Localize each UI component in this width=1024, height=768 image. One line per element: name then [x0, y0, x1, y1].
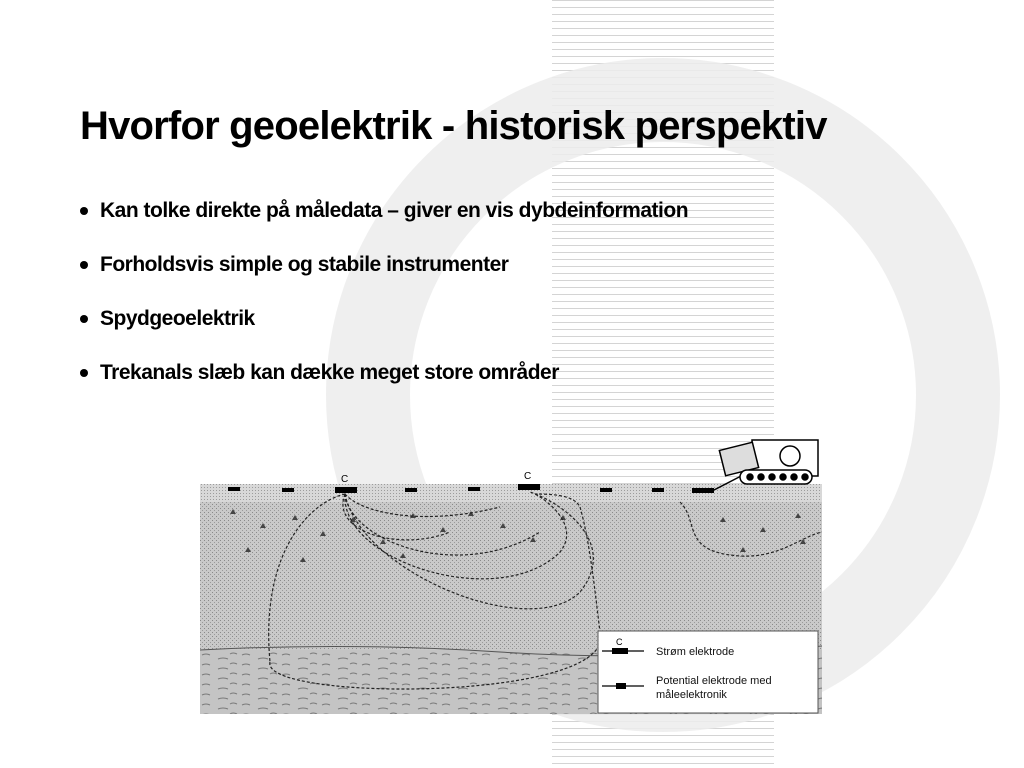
bullet-text: Kan tolke direkte på måledata – giver en vis dybdeinformation	[100, 199, 689, 222]
legend-current-electrode-icon	[612, 648, 628, 654]
figure-legend	[598, 631, 818, 713]
bullet-dot-icon	[80, 207, 88, 215]
electrode-label-c: C	[341, 474, 349, 485]
bullet-text: Trekanals slæb kan dække meget store områder	[100, 361, 559, 384]
bullet-text: Spydgeoelektrik	[100, 307, 255, 330]
cross-section-svg	[200, 432, 822, 714]
bullet-item	[80, 304, 688, 358]
bullet-dot-icon	[80, 369, 88, 377]
legend-potential-label-line2: måleelektronik	[656, 689, 727, 701]
bullet-dot-icon	[80, 261, 88, 269]
bullet-item	[80, 196, 688, 250]
bullet-text: Forholdsvis simple og stabile instrumenter	[100, 253, 509, 276]
legend-current-label: Strøm elektrode	[656, 646, 735, 658]
geoelectric-cross-section-figure	[200, 432, 822, 714]
bullet-item	[80, 250, 688, 304]
towing-vehicle-icon	[714, 440, 818, 490]
legend-potential-label-line1: Potential elektrode med	[656, 675, 772, 687]
slide-title: Hvorfor geoelektrik - historisk perspektiv	[80, 104, 827, 148]
electrode-label-c: C	[524, 471, 532, 482]
topsoil-layer	[200, 484, 822, 502]
bullet-list	[80, 196, 688, 412]
legend-current-symbol: C	[616, 637, 623, 647]
legend-potential-electrode-icon	[616, 683, 626, 689]
bullet-dot-icon	[80, 315, 88, 323]
bullet-item	[80, 358, 688, 412]
